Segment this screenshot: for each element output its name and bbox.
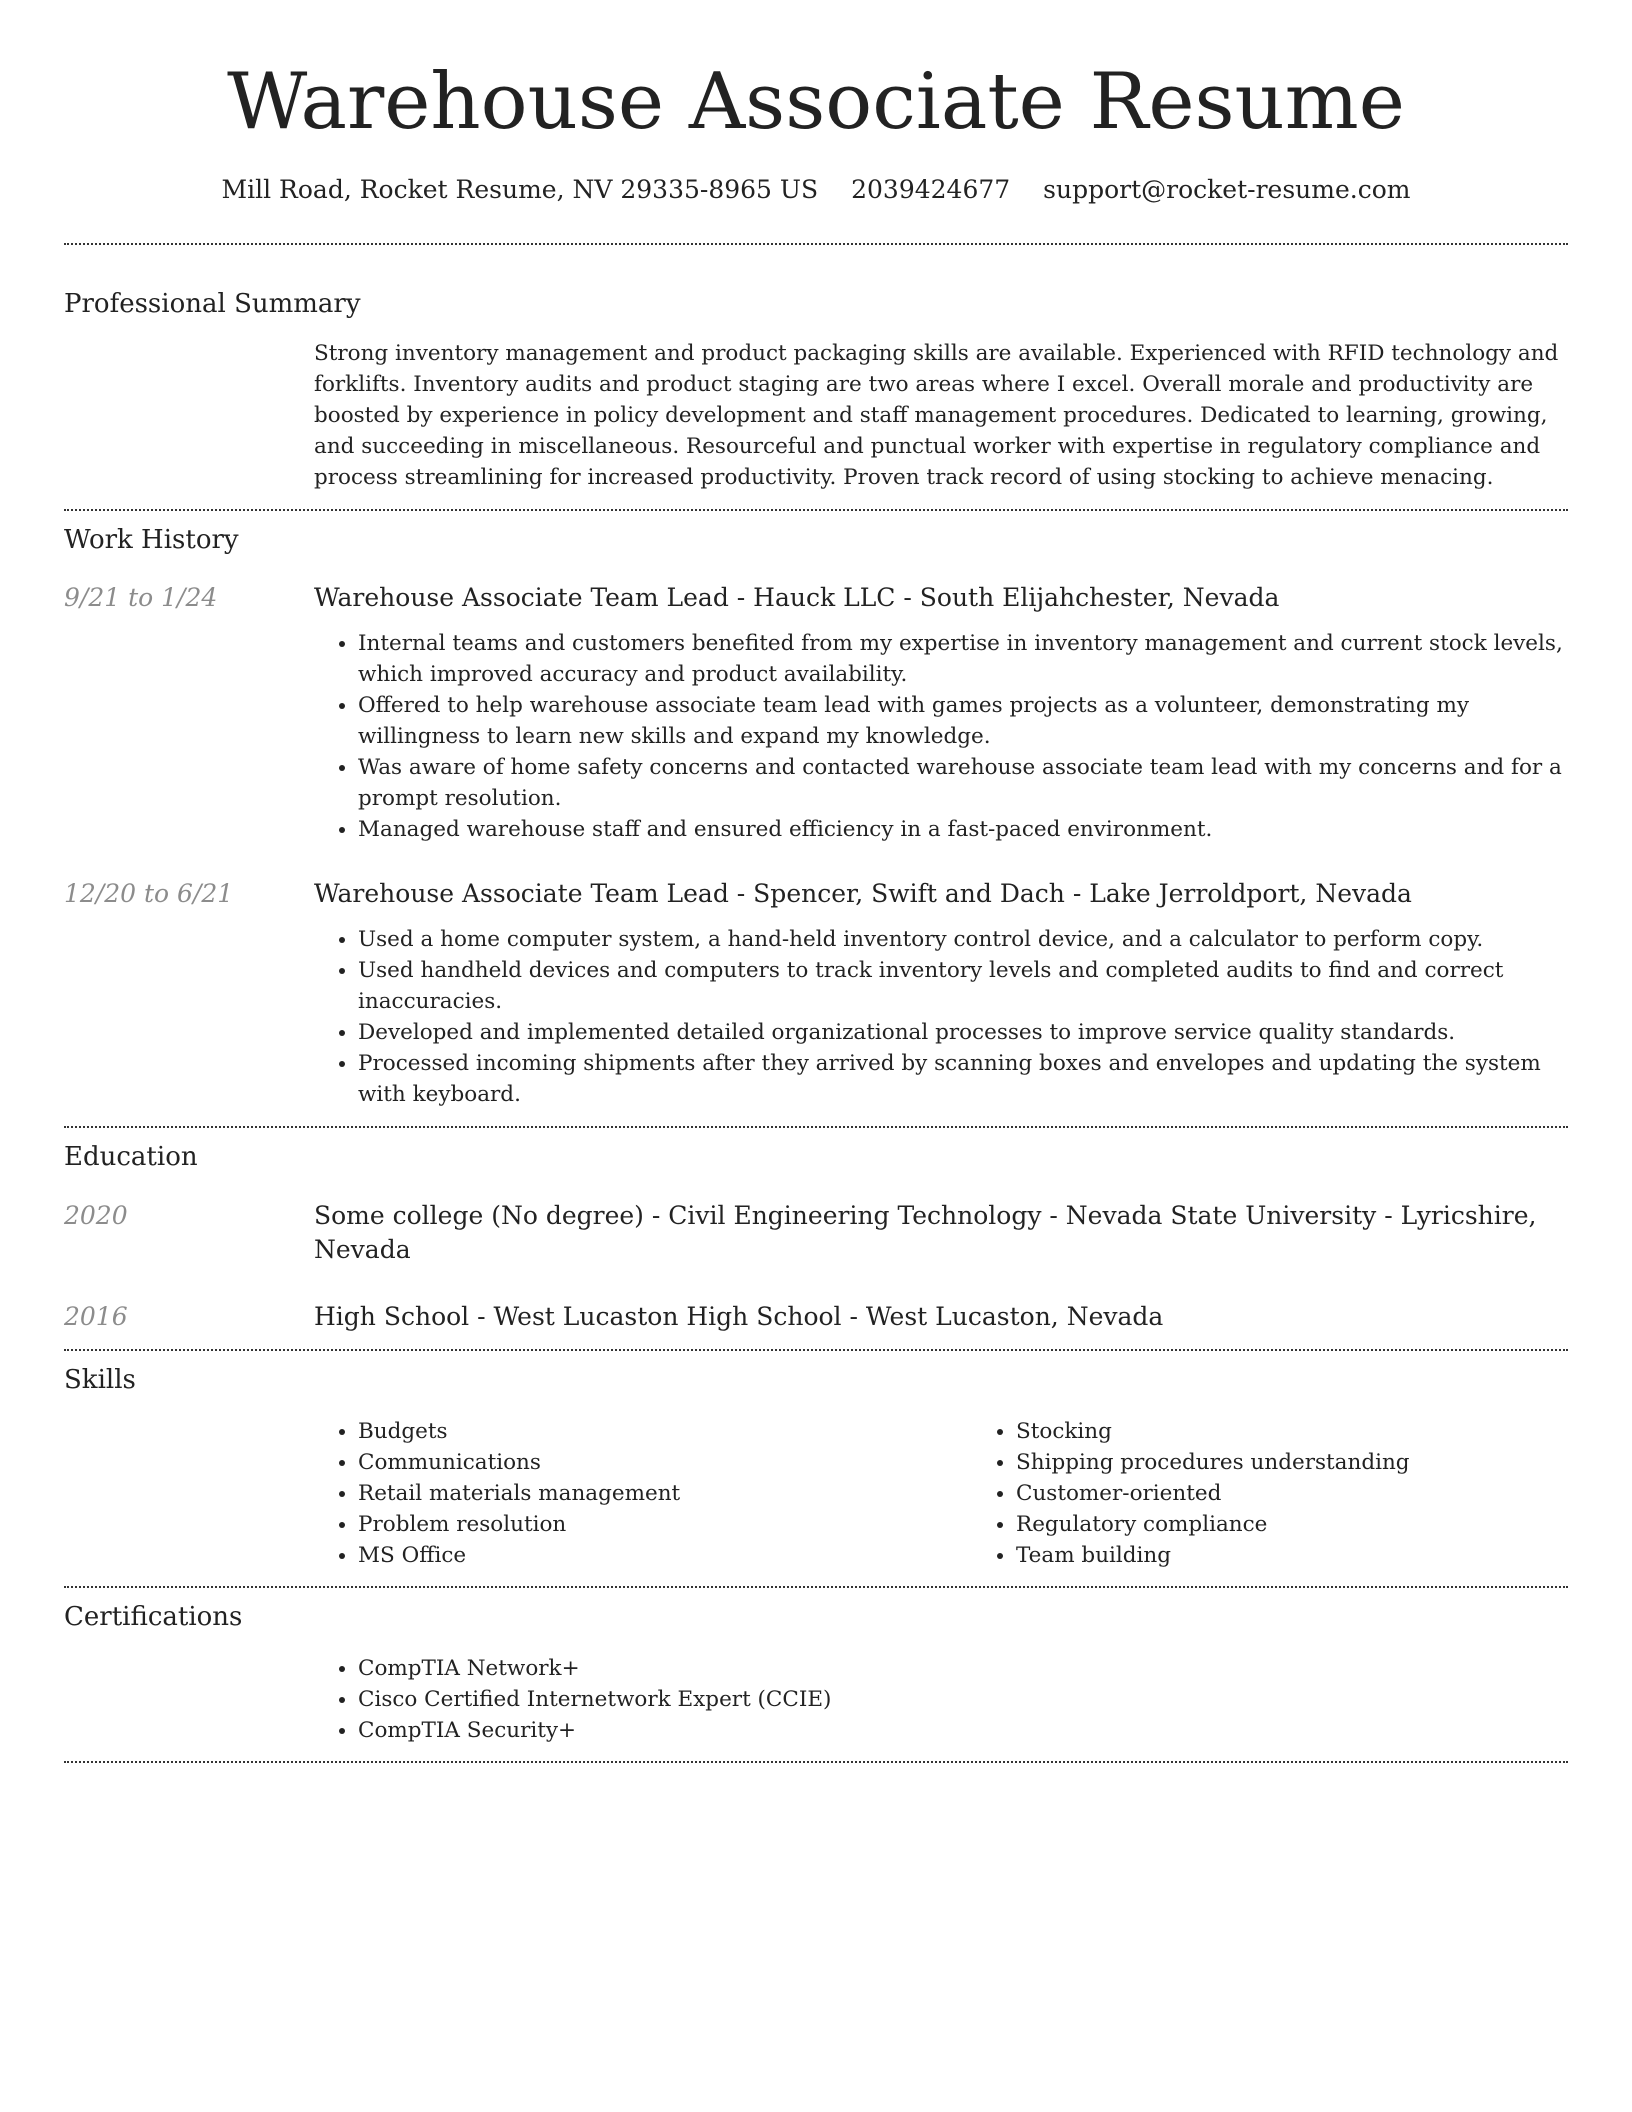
divider bbox=[64, 509, 1568, 511]
skills-list-right bbox=[972, 1416, 1630, 1571]
job-bullet: • Offered to help warehouse associate team lead with games projects as a volunteer, demonstrating my willingness to learn new skills and expand my knowledge. bbox=[358, 690, 1568, 752]
certifications-row bbox=[64, 1653, 1568, 1746]
skills-section bbox=[64, 1363, 1568, 1571]
contact-phone: 2039424677 bbox=[851, 175, 1011, 204]
contact-address: Mill Road, Rocket Resume, NV 29335-8965 US bbox=[221, 175, 819, 204]
job-bullet: • Managed warehouse staff and ensured efficiency in a fast-paced environment. bbox=[358, 814, 1568, 845]
job-bullet: • Was aware of home safety concerns and contacted warehouse associate team lead with my concerns and for a prompt resolution. bbox=[358, 752, 1568, 814]
job-content bbox=[314, 877, 1568, 1110]
job-dates: 9/21 to 1/24 bbox=[64, 583, 218, 612]
skill-item: • Stocking bbox=[1016, 1416, 1630, 1447]
resume-title: Warehouse Associate Resume bbox=[227, 57, 1405, 147]
certification-item: • Cisco Certified Internetwork Expert (CCIE) bbox=[358, 1684, 1568, 1715]
certification-item: • CompTIA Network+ bbox=[358, 1653, 1568, 1684]
skill-item: • Communications bbox=[358, 1447, 972, 1478]
summary-content bbox=[314, 338, 1568, 493]
contact-email: support@rocket-resume.com bbox=[1043, 175, 1411, 204]
summary-text: Strong inventory management and product packaging skills are available. Experienced with RFID technology and forklifts. Inventory audits and product staging are two areas where I excel. Overall morale and productivity are boosted by experience in policy development and staff management procedures. Dedicated to learning, growing, and succeeding in miscellaneous. Resourceful and punctual worker with expertise in regulatory compliance and process streamlining for increased productivity. Proven track record of using stocking to achieve menacing. bbox=[314, 341, 1559, 490]
divider bbox=[64, 1586, 1568, 1588]
certification-item: • CompTIA Security+ bbox=[358, 1715, 1568, 1746]
skill-item: • Shipping procedures understanding bbox=[1016, 1447, 1630, 1478]
skills-heading: Skills bbox=[64, 1365, 136, 1395]
skills-spacer bbox=[64, 1416, 314, 1571]
skill-item: • Budgets bbox=[358, 1416, 972, 1447]
certifications-list bbox=[314, 1653, 1568, 1746]
job-bullet: • Processed incoming shipments after they arrived by scanning boxes and envelopes and updating the system with keyboard. bbox=[358, 1048, 1568, 1110]
education-year: 2016 bbox=[64, 1302, 128, 1331]
summary-section bbox=[64, 287, 1568, 493]
resume-page bbox=[64, 0, 1568, 1763]
divider bbox=[64, 243, 1568, 245]
skills-list-left bbox=[314, 1416, 972, 1571]
certifications-content bbox=[314, 1653, 1568, 1746]
skill-item: • Retail materials management bbox=[358, 1478, 972, 1509]
job-bullet: • Used a home computer system, a hand-held inventory control device, and a calculator to perform copy. bbox=[358, 924, 1568, 955]
education-heading: Education bbox=[64, 1142, 198, 1172]
skills-row bbox=[64, 1416, 1568, 1571]
summary-row bbox=[64, 338, 1568, 493]
skill-item: • MS Office bbox=[358, 1540, 972, 1571]
divider bbox=[64, 1761, 1568, 1763]
job-bullets bbox=[314, 628, 1568, 845]
job-bullet: • Used handheld devices and computers to track inventory levels and completed audits to find and correct inaccuracies. bbox=[358, 955, 1568, 1017]
skill-item: • Team building bbox=[1016, 1540, 1630, 1571]
job-bullet: • Internal teams and customers benefited from my expertise in inventory management and current stock levels, which improved accuracy and product availability. bbox=[358, 628, 1568, 690]
education-entry bbox=[64, 1300, 1568, 1334]
divider bbox=[64, 1349, 1568, 1351]
education-entry bbox=[64, 1199, 1568, 1267]
job-title: Warehouse Associate Team Lead - Hauck LLC - South Elijahchester, Nevada bbox=[314, 583, 1280, 612]
education-year: 2020 bbox=[64, 1201, 128, 1230]
skill-item: • Customer-oriented bbox=[1016, 1478, 1630, 1509]
education-section bbox=[64, 1140, 1568, 1334]
job-entry bbox=[64, 581, 1568, 845]
summary-spacer bbox=[64, 338, 314, 493]
education-text: Some college (No degree) - Civil Engineering Technology - Nevada State University - Lyricshire, Nevada bbox=[314, 1201, 1537, 1264]
summary-heading: Professional Summary bbox=[64, 289, 361, 319]
education-text: High School - West Lucaston High School - West Lucaston, Nevada bbox=[314, 1302, 1164, 1331]
certifications-section bbox=[64, 1600, 1568, 1746]
divider bbox=[64, 1126, 1568, 1128]
contact-line bbox=[64, 173, 1568, 207]
job-dates: 12/20 to 6/21 bbox=[64, 879, 234, 908]
job-bullets bbox=[314, 924, 1568, 1110]
skill-item: • Problem resolution bbox=[358, 1509, 972, 1540]
job-entry bbox=[64, 877, 1568, 1110]
certifications-spacer bbox=[64, 1653, 314, 1746]
skill-item: • Regulatory compliance bbox=[1016, 1509, 1630, 1540]
job-content bbox=[314, 581, 1568, 845]
work-heading: Work History bbox=[64, 525, 239, 555]
job-title: Warehouse Associate Team Lead - Spencer, Swift and Dach - Lake Jerroldport, Nevada bbox=[314, 879, 1412, 908]
certifications-heading: Certifications bbox=[64, 1602, 243, 1632]
work-section bbox=[64, 523, 1568, 1110]
job-bullet: • Developed and implemented detailed organizational processes to improve service quality standards. bbox=[358, 1017, 1568, 1048]
skills-grid bbox=[314, 1416, 1630, 1571]
